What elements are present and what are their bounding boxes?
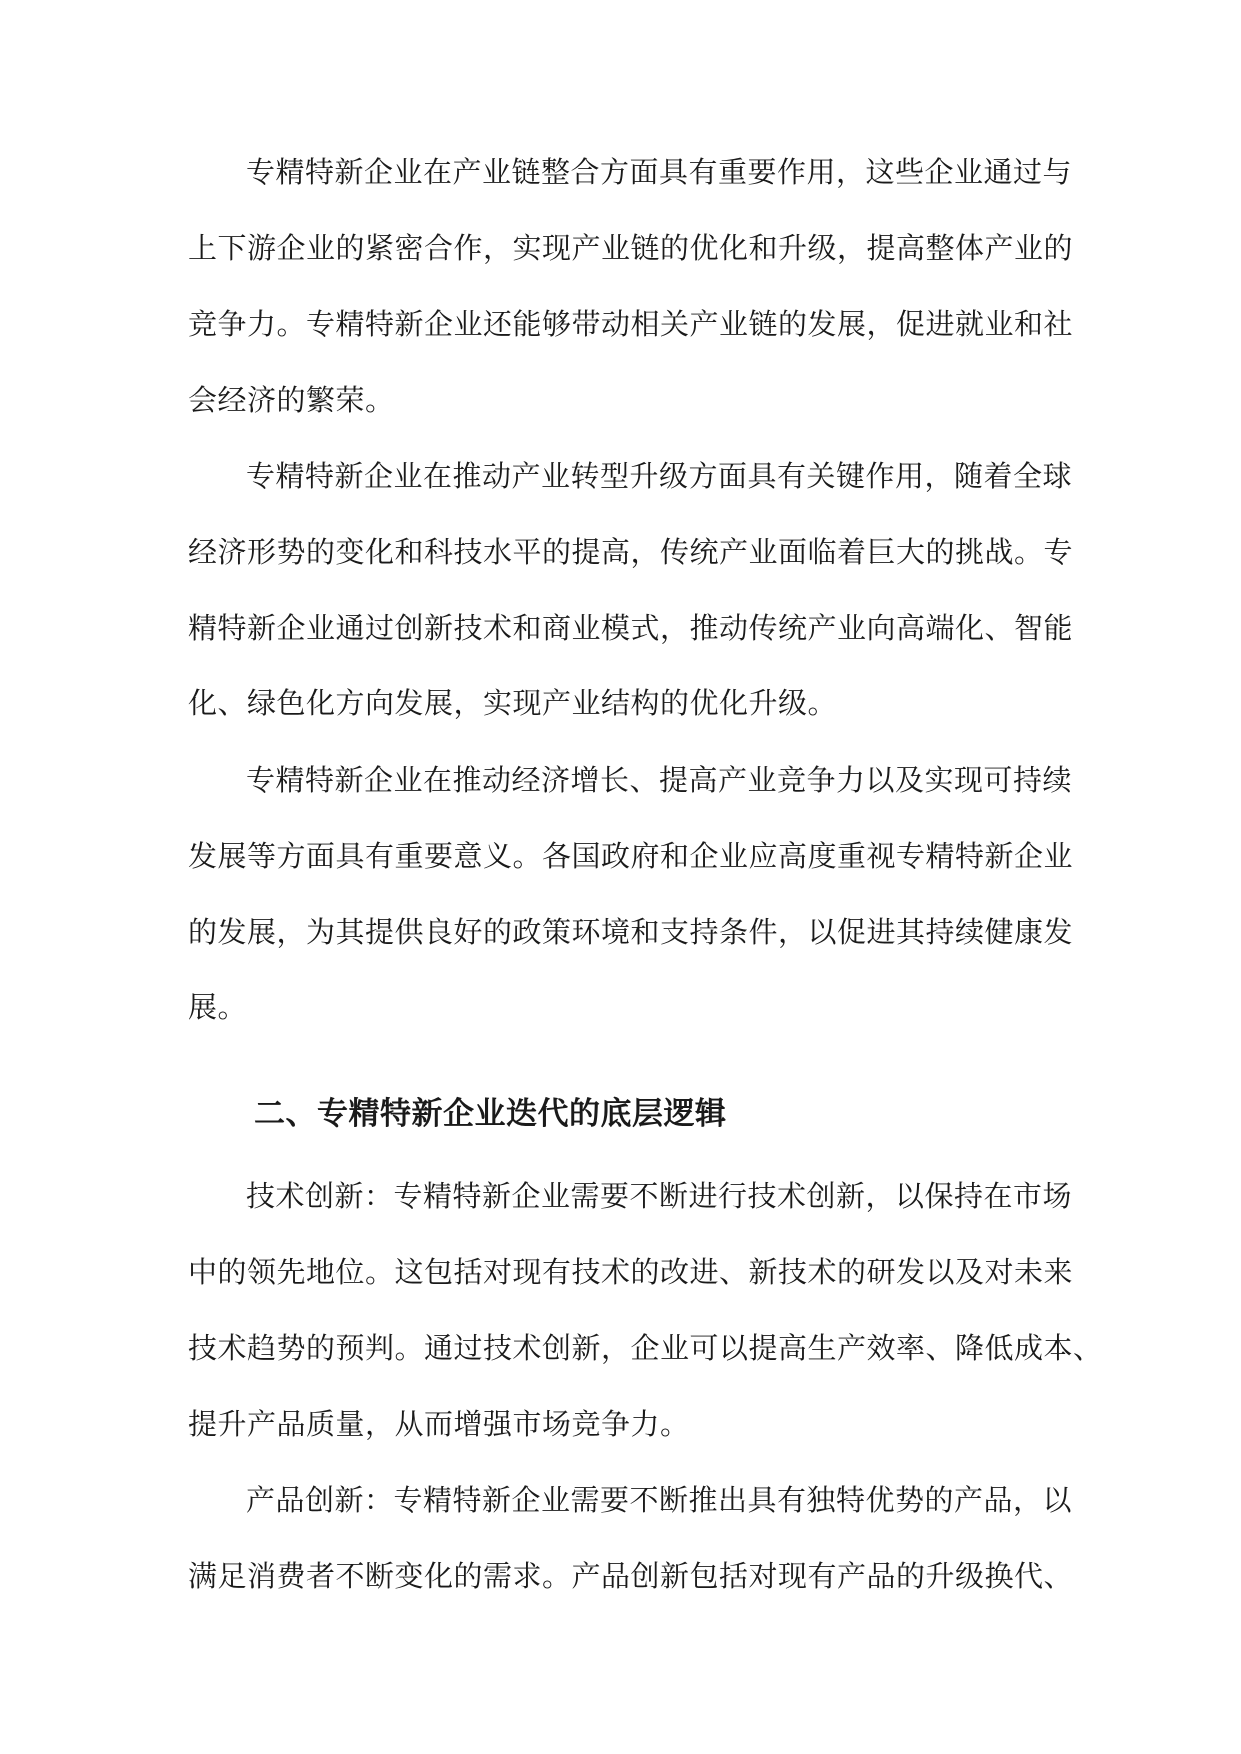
section-paragraph-1-line-3: 技术趋势的预判。通过技术创新，企业可以提高生产效率、降低成本、 (188, 1331, 1103, 1365)
paragraph-1-line-1: 专精特新企业在产业链整合方面具有重要作用，这些企业通过与 (246, 155, 1073, 189)
paragraph-2-line-2: 经济形势的变化和科技水平的提高，传统产业面临着巨大的挑战。专 (188, 535, 1074, 569)
paragraph-2-line-4: 化、绿色化方向发展，实现产业结构的优化升级。 (188, 686, 838, 720)
section-heading: 二、专精特新企业迭代的底层逻辑 (254, 1096, 727, 1132)
section-paragraph-1-line-4: 提升产品质量，从而增强市场竞争力。 (188, 1407, 690, 1441)
paragraph-3-line-3: 的发展，为其提供良好的政策环境和支持条件，以促进其持续健康发 (188, 915, 1074, 949)
section-paragraph-1-line-1: 技术创新：专精特新企业需要不断进行技术创新，以保持在市场 (246, 1179, 1073, 1213)
paragraph-1-line-4: 会经济的繁荣。 (188, 383, 395, 417)
paragraph-2-line-1: 专精特新企业在推动产业转型升级方面具有关键作用，随着全球 (246, 459, 1073, 493)
paragraph-3-line-4: 展。 (188, 990, 248, 1024)
section-paragraph-2-line-2: 满足消费者不断变化的需求。产品创新包括对现有产品的升级换代、 (188, 1559, 1074, 1593)
paragraph-3-line-2: 发展等方面具有重要意义。各国政府和企业应高度重视专精特新企业 (188, 839, 1074, 873)
section-paragraph-1-line-2: 中的领先地位。这包括对现有技术的改进、新技术的研发以及对未来 (188, 1255, 1074, 1289)
paragraph-2-line-3: 精特新企业通过创新技术和商业模式，推动传统产业向高端化、智能 (188, 611, 1074, 645)
section-paragraph-2-line-1: 产品创新：专精特新企业需要不断推出具有独特优势的产品，以 (246, 1483, 1073, 1517)
paragraph-1-line-3: 竞争力。专精特新企业还能够带动相关产业链的发展，促进就业和社 (188, 307, 1074, 341)
paragraph-1-line-2: 上下游企业的紧密合作，实现产业链的优化和升级，提高整体产业的 (188, 231, 1074, 265)
paragraph-3-line-1: 专精特新企业在推动经济增长、提高产业竞争力以及实现可持续 (246, 763, 1073, 797)
